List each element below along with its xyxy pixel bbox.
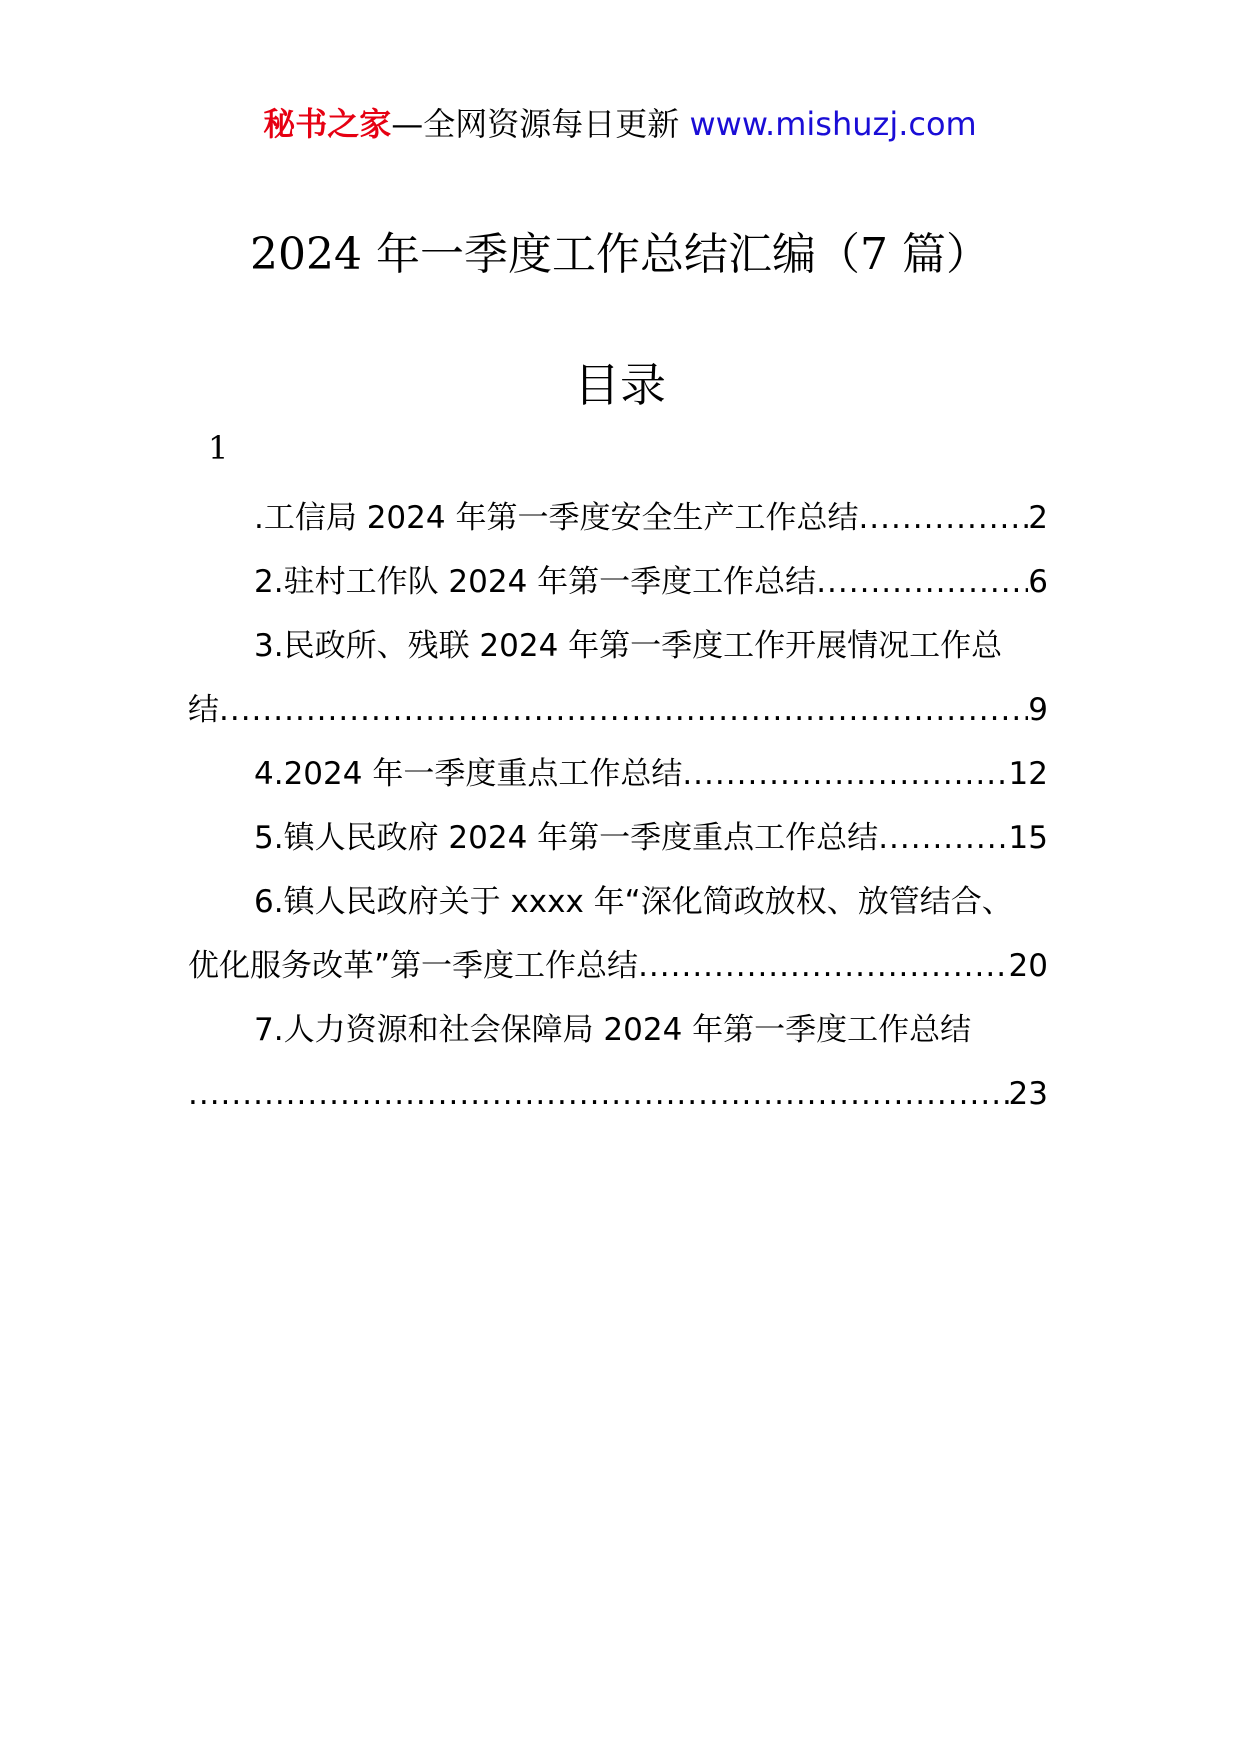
toc-entry-6-line-1[interactable] [188,870,1048,934]
toc-entry-3-line-1[interactable] [188,614,1048,678]
toc-entry-7-line-1[interactable] [188,998,1048,1062]
toc-leader-dots [219,678,1028,742]
toc-entry-6-line-2[interactable] [188,934,1048,998]
toc-leader-dots [816,550,1028,614]
toc-leader-dots [878,806,1008,870]
table-of-contents [188,486,1048,1126]
page-marker: 1 [208,429,229,467]
toc-entry-title: 2.驻村工作队 2024 年第一季度工作总结 [254,564,817,600]
site-url-link[interactable]: www.mishuzj.com [689,105,977,143]
toc-entry-title: 7.人力资源和社会保障局 2024 年第一季度工作总结 [254,1012,972,1048]
toc-entry-title: 5.镇人民政府 2024 年第一季度重点工作总结 [254,820,879,856]
toc-entry-title-continued: 结 [188,692,219,728]
toc-leader-dots [682,742,1008,806]
toc-leader-dots [858,486,1028,550]
toc-entry-5[interactable] [188,806,1048,870]
toc-entry-1[interactable] [188,486,1048,550]
toc-entry-2[interactable] [188,550,1048,614]
toc-leader-dots [638,934,1008,998]
site-tagline: —全网资源每日更新 [391,105,680,143]
toc-entry-page: 15 [1008,820,1048,856]
toc-entry-title-continued: 优化服务改革”第一季度工作总结 [188,948,639,984]
toc-entry-title: 6.镇人民政府关于 xxxx 年“深化简政放权、放管结合、 [254,884,1013,920]
document-title: 2024 年一季度工作总结汇编（7 篇） [250,229,990,280]
toc-leader-dots [188,1062,1009,1126]
toc-entry-3-line-2[interactable] [188,678,1048,742]
toc-entry-title: 4.2024 年一季度重点工作总结 [254,756,683,792]
toc-entry-page: 23 [1008,1076,1048,1112]
toc-entry-title: 3.民政所、残联 2024 年第一季度工作开展情况工作总 [254,628,1003,664]
toc-entry-7-line-2[interactable] [188,1062,1048,1126]
toc-entry-title: .工信局 2024 年第一季度安全生产工作总结 [254,500,859,536]
toc-entry-page: 12 [1008,756,1048,792]
toc-heading: 目录 [574,358,666,412]
toc-entry-page: 6 [1028,564,1048,600]
site-header [0,100,1240,148]
toc-entry-page: 2 [1028,500,1048,536]
toc-entry-4[interactable] [188,742,1048,806]
toc-entry-page: 9 [1028,692,1048,728]
site-brand: 秘书之家 [263,105,392,143]
toc-entry-page: 20 [1008,948,1048,984]
